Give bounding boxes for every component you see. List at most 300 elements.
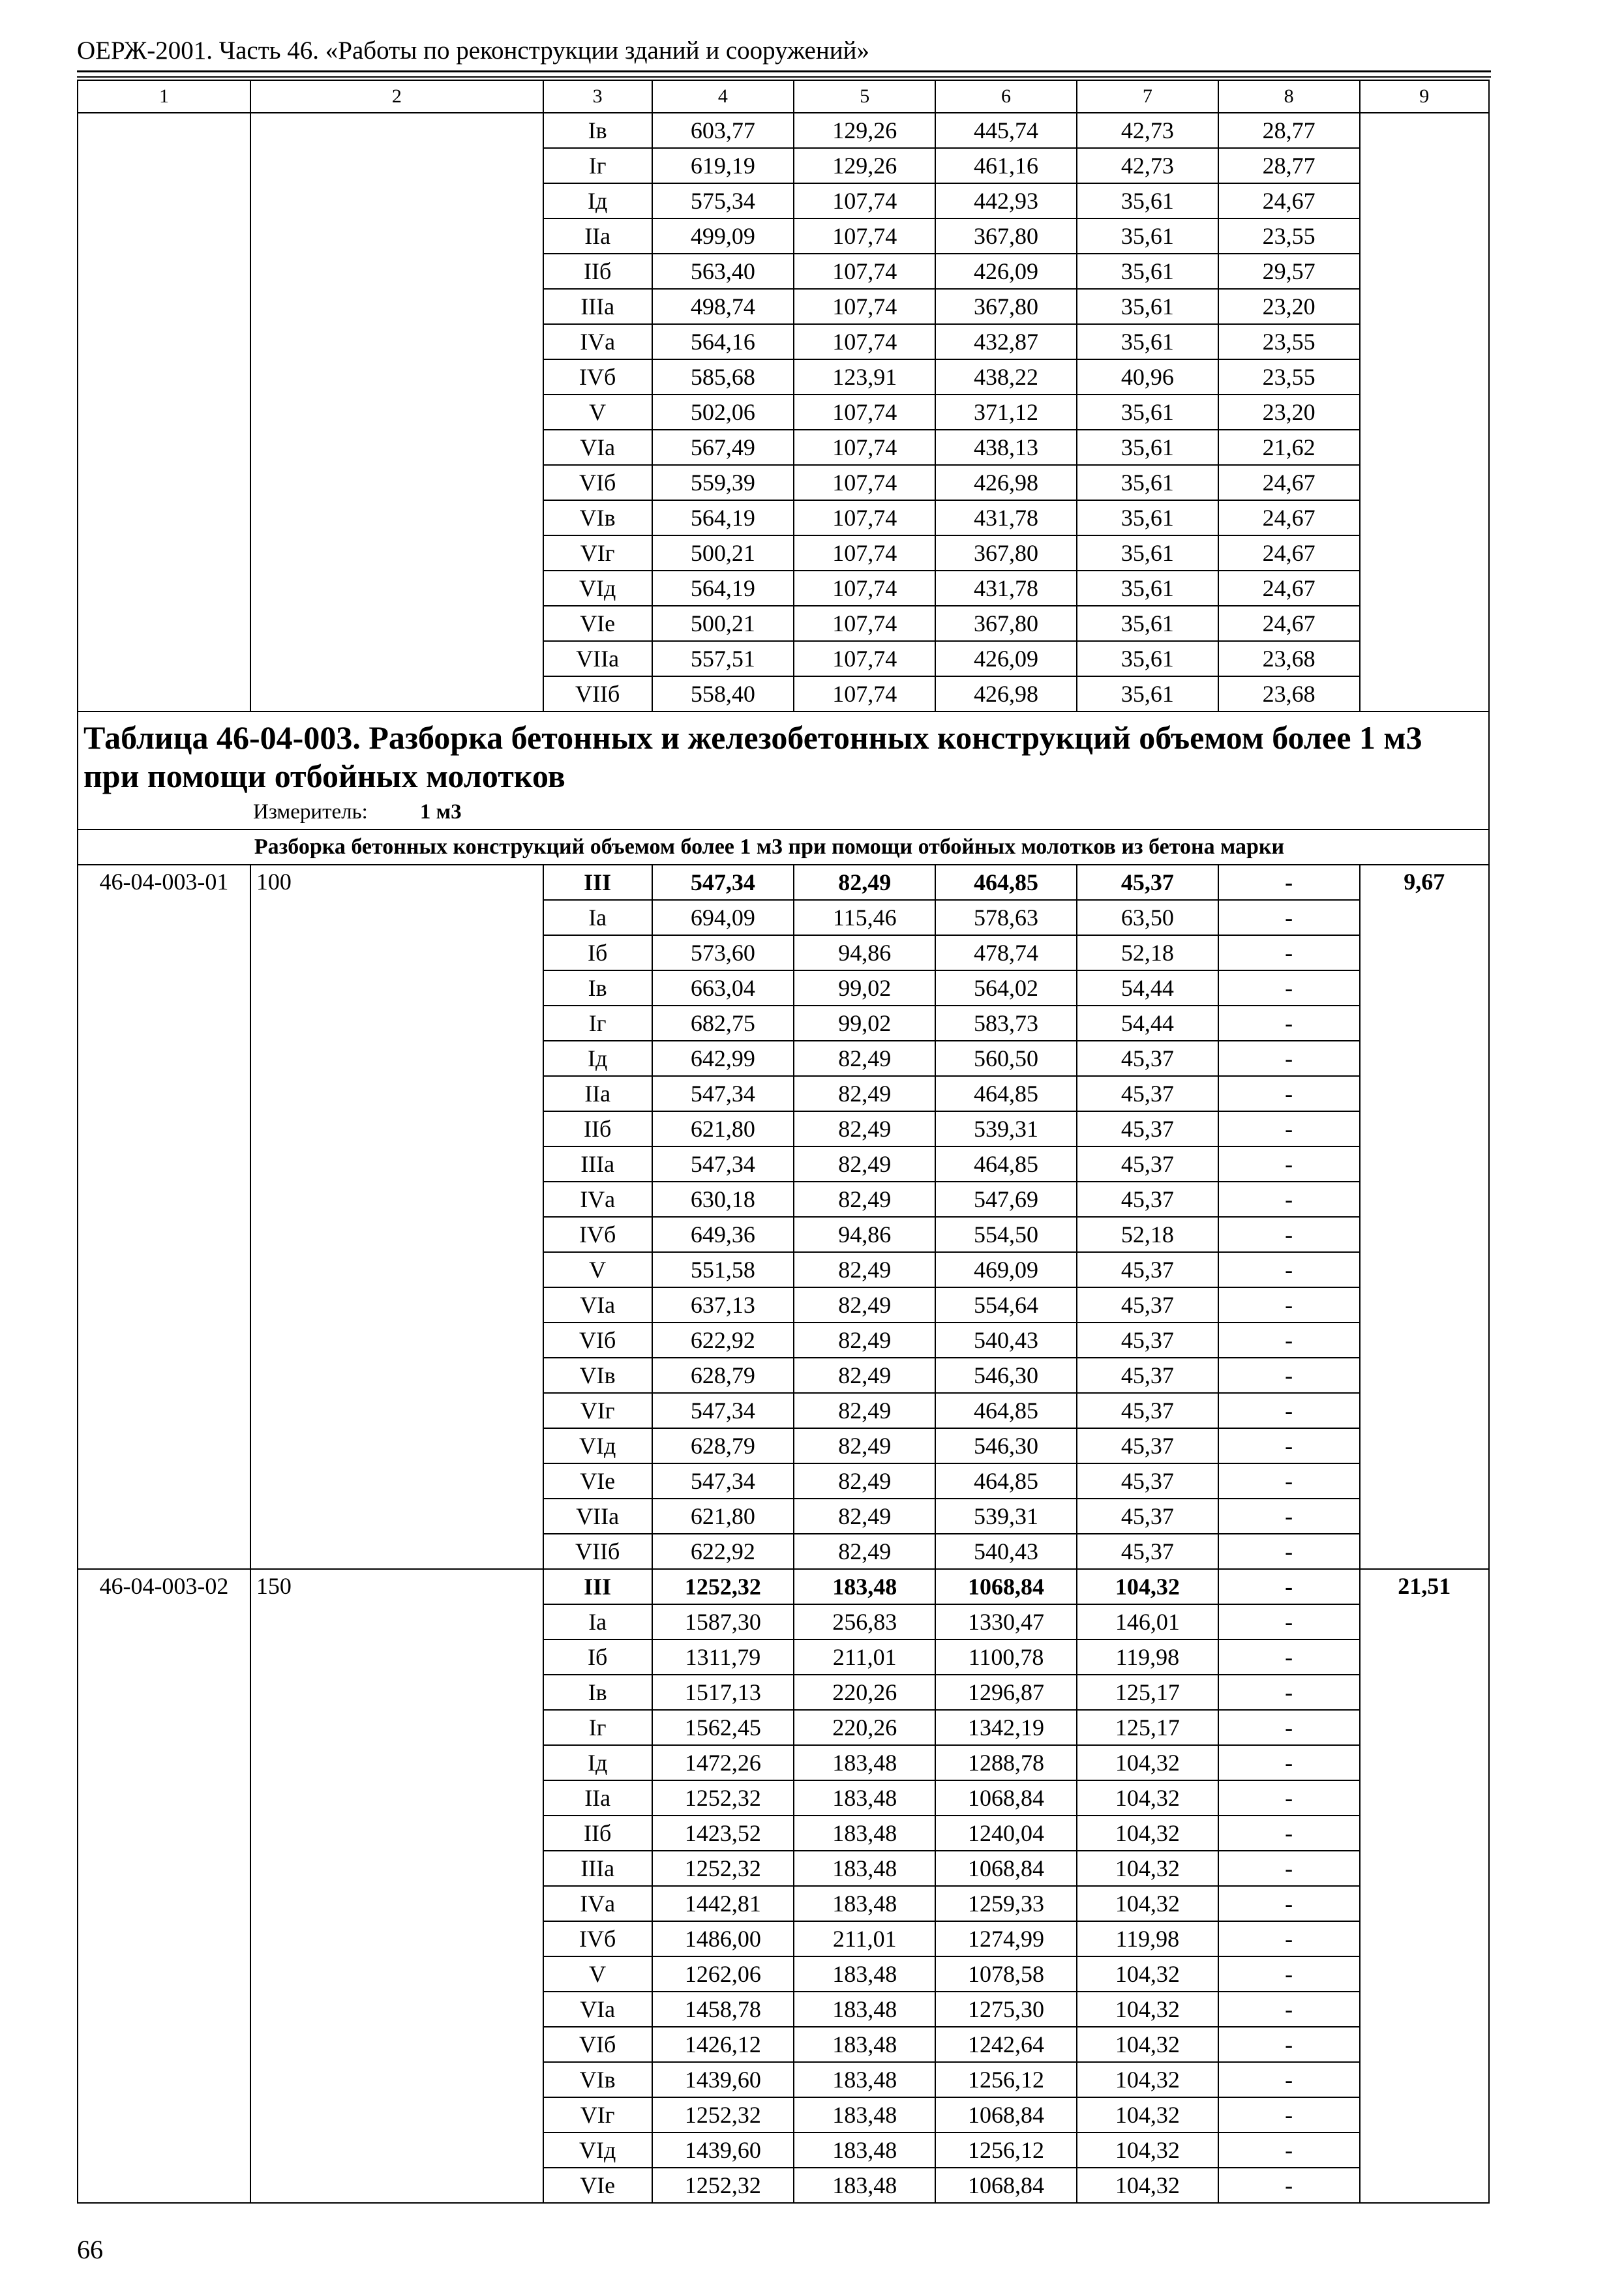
- category-cell: IIа: [543, 218, 652, 254]
- value-cell: 35,61: [1077, 183, 1218, 218]
- value-cell: -: [1218, 1992, 1360, 2027]
- grade-cell: [250, 1111, 543, 1146]
- col9-cell: [1360, 148, 1489, 183]
- value-cell: -: [1218, 1604, 1360, 1639]
- code-cell: [78, 465, 250, 500]
- column-number: 3: [543, 80, 652, 113]
- grade-cell: [250, 1323, 543, 1358]
- value-cell: 442,93: [935, 183, 1077, 218]
- column-number: 8: [1218, 80, 1360, 113]
- value-cell: -: [1218, 1428, 1360, 1463]
- category-cell: Iг: [543, 1006, 652, 1041]
- code-cell: [78, 113, 250, 148]
- code-cell: [78, 1182, 250, 1217]
- value-cell: 211,01: [794, 1921, 935, 1956]
- table-row: [78, 113, 1489, 148]
- table-row: [78, 1499, 1489, 1534]
- category-cell: VIд: [543, 1428, 652, 1463]
- value-cell: 557,51: [652, 641, 794, 676]
- value-cell: 82,49: [794, 1182, 935, 1217]
- table-row: [78, 676, 1489, 711]
- value-cell: 35,61: [1077, 218, 1218, 254]
- code-cell: [78, 1287, 250, 1323]
- table-row: [78, 1323, 1489, 1358]
- value-cell: 45,37: [1077, 1182, 1218, 1217]
- category-cell: VIг: [543, 535, 652, 571]
- value-cell: 1439,60: [652, 2132, 794, 2168]
- code-cell: [78, 1006, 250, 1041]
- category-cell: IIIа: [543, 289, 652, 324]
- col9-cell: [1360, 1886, 1489, 1921]
- value-cell: 563,40: [652, 254, 794, 289]
- value-cell: -: [1218, 1956, 1360, 1992]
- category-cell: VIIб: [543, 676, 652, 711]
- col9-cell: [1360, 465, 1489, 500]
- grade-cell: [250, 430, 543, 465]
- value-cell: 431,78: [935, 571, 1077, 606]
- grade-cell: [250, 1921, 543, 1956]
- value-cell: -: [1218, 1780, 1360, 1816]
- value-cell: 82,49: [794, 1463, 935, 1499]
- table-row: [78, 1956, 1489, 1992]
- value-cell: 1423,52: [652, 1816, 794, 1851]
- table-row: [78, 1992, 1489, 2027]
- code-cell: [78, 1851, 250, 1886]
- grade-cell: [250, 1816, 543, 1851]
- table-row: [78, 1639, 1489, 1675]
- category-cell: IVб: [543, 1217, 652, 1252]
- value-cell: -: [1218, 1534, 1360, 1569]
- value-cell: 438,13: [935, 430, 1077, 465]
- category-cell: Iг: [543, 1710, 652, 1745]
- grade-cell: [250, 2132, 543, 2168]
- category-cell: V: [543, 1252, 652, 1287]
- measure-value: 1 м3: [419, 800, 462, 824]
- value-cell: 1252,32: [652, 1780, 794, 1816]
- value-cell: 24,67: [1218, 500, 1360, 535]
- value-cell: 1330,47: [935, 1604, 1077, 1639]
- category-cell: VIв: [543, 500, 652, 535]
- value-cell: 554,64: [935, 1287, 1077, 1323]
- value-cell: -: [1218, 1217, 1360, 1252]
- code-cell: [78, 1745, 250, 1780]
- code-cell: [78, 1921, 250, 1956]
- value-cell: 107,74: [794, 183, 935, 218]
- code-cell: [78, 254, 250, 289]
- value-cell: -: [1218, 1393, 1360, 1428]
- value-cell: -: [1218, 1252, 1360, 1287]
- code-cell: [78, 1323, 250, 1358]
- table-row: [78, 1710, 1489, 1745]
- page-number: 66: [77, 2235, 103, 2264]
- value-cell: -: [1218, 1358, 1360, 1393]
- col9-cell: [1360, 324, 1489, 359]
- value-cell: 35,61: [1077, 289, 1218, 324]
- grade-cell: [250, 2168, 543, 2203]
- table-row: [78, 1886, 1489, 1921]
- value-cell: 1256,12: [935, 2062, 1077, 2097]
- value-cell: 45,37: [1077, 1534, 1218, 1569]
- grade-cell: [250, 218, 543, 254]
- grade-cell: [250, 1076, 543, 1111]
- grade-cell: [250, 571, 543, 606]
- grade-cell: 150: [250, 1569, 543, 1604]
- value-cell: 45,37: [1077, 1252, 1218, 1287]
- code-cell: [78, 1604, 250, 1639]
- category-cell: IIб: [543, 1111, 652, 1146]
- table-row: [78, 395, 1489, 430]
- value-cell: 119,98: [1077, 1921, 1218, 1956]
- measure-row: [78, 796, 1489, 830]
- table-row: [78, 1569, 1489, 1604]
- category-cell: IVа: [543, 324, 652, 359]
- value-cell: 564,02: [935, 970, 1077, 1006]
- value-cell: 183,48: [794, 1886, 935, 1921]
- value-cell: 107,74: [794, 500, 935, 535]
- value-cell: 119,98: [1077, 1639, 1218, 1675]
- col9-cell: [1360, 395, 1489, 430]
- value-cell: 1068,84: [935, 1851, 1077, 1886]
- value-cell: 183,48: [794, 1816, 935, 1851]
- value-cell: 82,49: [794, 1534, 935, 1569]
- value-cell: 637,13: [652, 1287, 794, 1323]
- value-cell: 573,60: [652, 935, 794, 970]
- value-cell: -: [1218, 2097, 1360, 2132]
- grade-cell: [250, 935, 543, 970]
- col9-cell: [1360, 500, 1489, 535]
- value-cell: 1472,26: [652, 1745, 794, 1780]
- value-cell: 220,26: [794, 1675, 935, 1710]
- value-cell: 1342,19: [935, 1710, 1077, 1745]
- value-cell: 426,09: [935, 641, 1077, 676]
- value-cell: 578,63: [935, 900, 1077, 935]
- value-cell: 107,74: [794, 218, 935, 254]
- grade-cell: [250, 535, 543, 571]
- value-cell: 82,49: [794, 1076, 935, 1111]
- grade-cell: [250, 1780, 543, 1816]
- col9-cell: [1360, 1428, 1489, 1463]
- code-cell: [78, 900, 250, 935]
- value-cell: 42,73: [1077, 148, 1218, 183]
- col9-cell: [1360, 1956, 1489, 1992]
- category-cell: Iб: [543, 1639, 652, 1675]
- value-cell: -: [1218, 1816, 1360, 1851]
- value-cell: 630,18: [652, 1182, 794, 1217]
- grade-cell: [250, 1252, 543, 1287]
- grade-cell: [250, 1006, 543, 1041]
- value-cell: 1252,32: [652, 2097, 794, 2132]
- grade-cell: [250, 2027, 543, 2062]
- code-cell: [78, 1639, 250, 1675]
- value-cell: 183,48: [794, 1745, 935, 1780]
- grade-cell: [250, 148, 543, 183]
- value-cell: 1458,78: [652, 1992, 794, 2027]
- value-cell: 23,55: [1218, 359, 1360, 395]
- value-cell: 499,09: [652, 218, 794, 254]
- grade-cell: [250, 359, 543, 395]
- value-cell: 45,37: [1077, 1111, 1218, 1146]
- table-row: [78, 1217, 1489, 1252]
- value-cell: 45,37: [1077, 1323, 1218, 1358]
- column-number: 7: [1077, 80, 1218, 113]
- value-cell: 1442,81: [652, 1886, 794, 1921]
- rates-table: [77, 80, 1490, 2204]
- col9-cell: [1360, 1358, 1489, 1393]
- value-cell: 94,86: [794, 935, 935, 970]
- table-row: [78, 1675, 1489, 1710]
- category-cell: Iд: [543, 1745, 652, 1780]
- value-cell: 539,31: [935, 1499, 1077, 1534]
- value-cell: 183,48: [794, 1992, 935, 2027]
- code-cell: [78, 395, 250, 430]
- value-cell: 1068,84: [935, 2168, 1077, 2203]
- value-cell: 547,69: [935, 1182, 1077, 1217]
- category-cell: Iв: [543, 970, 652, 1006]
- code-cell: [78, 218, 250, 254]
- category-cell: VIб: [543, 465, 652, 500]
- category-cell: Iа: [543, 900, 652, 935]
- value-cell: 183,48: [794, 2097, 935, 2132]
- col9-cell: [1360, 2132, 1489, 2168]
- code-cell: [78, 606, 250, 641]
- col9-cell: [1360, 1499, 1489, 1534]
- value-cell: 546,30: [935, 1428, 1077, 1463]
- grade-cell: [250, 183, 543, 218]
- value-cell: -: [1218, 2062, 1360, 2097]
- table-row: [78, 935, 1489, 970]
- value-cell: -: [1218, 2168, 1360, 2203]
- value-cell: 82,49: [794, 1323, 935, 1358]
- value-cell: 21,62: [1218, 430, 1360, 465]
- measure-cell: [78, 796, 1489, 830]
- category-cell: VIг: [543, 1393, 652, 1428]
- value-cell: 82,49: [794, 865, 935, 900]
- category-cell: VIа: [543, 1287, 652, 1323]
- value-cell: 45,37: [1077, 1041, 1218, 1076]
- value-cell: 107,74: [794, 535, 935, 571]
- grade-cell: 100: [250, 865, 543, 900]
- code-cell: [78, 571, 250, 606]
- value-cell: 1259,33: [935, 1886, 1077, 1921]
- col9-cell: [1360, 1463, 1489, 1499]
- code-cell: [78, 1780, 250, 1816]
- value-cell: -: [1218, 1569, 1360, 1604]
- code-cell: [78, 1076, 250, 1111]
- value-cell: 82,49: [794, 1146, 935, 1182]
- value-cell: 183,48: [794, 2168, 935, 2203]
- code-cell: [78, 183, 250, 218]
- table-row: [78, 1816, 1489, 1851]
- value-cell: 432,87: [935, 324, 1077, 359]
- value-cell: 107,74: [794, 571, 935, 606]
- col9-cell: [1360, 641, 1489, 676]
- column-number: 5: [794, 80, 935, 113]
- value-cell: 1311,79: [652, 1639, 794, 1675]
- grade-cell: [250, 606, 543, 641]
- code-cell: [78, 535, 250, 571]
- category-cell: VIд: [543, 571, 652, 606]
- value-cell: 438,22: [935, 359, 1077, 395]
- table-row: [78, 359, 1489, 395]
- value-cell: 1274,99: [935, 1921, 1077, 1956]
- value-cell: 104,32: [1077, 1886, 1218, 1921]
- code-cell: [78, 1886, 250, 1921]
- value-cell: 1252,32: [652, 2168, 794, 2203]
- value-cell: 107,74: [794, 289, 935, 324]
- value-cell: 52,18: [1077, 1217, 1218, 1252]
- code-cell: [78, 500, 250, 535]
- value-cell: 82,49: [794, 1393, 935, 1428]
- table-row: [78, 254, 1489, 289]
- table-row: [78, 1006, 1489, 1041]
- table-row: [78, 2062, 1489, 2097]
- col9-cell: [1360, 1287, 1489, 1323]
- category-cell: VIв: [543, 2062, 652, 2097]
- code-cell: [78, 430, 250, 465]
- column-number-row: [78, 80, 1489, 113]
- value-cell: 559,39: [652, 465, 794, 500]
- table-row: [78, 1428, 1489, 1463]
- col9-cell: [1360, 1604, 1489, 1639]
- column-number: 9: [1360, 80, 1489, 113]
- category-cell: VIб: [543, 2027, 652, 2062]
- value-cell: 603,77: [652, 113, 794, 148]
- table-row: [78, 1463, 1489, 1499]
- col9-cell: [1360, 1745, 1489, 1780]
- category-cell: IIIа: [543, 1851, 652, 1886]
- value-cell: 54,44: [1077, 970, 1218, 1006]
- column-number: 6: [935, 80, 1077, 113]
- value-cell: 539,31: [935, 1111, 1077, 1146]
- grade-cell: [250, 1182, 543, 1217]
- code-cell: [78, 1499, 250, 1534]
- col9-cell: [1360, 2062, 1489, 2097]
- category-cell: V: [543, 1956, 652, 1992]
- value-cell: -: [1218, 1006, 1360, 1041]
- value-cell: -: [1218, 935, 1360, 970]
- value-cell: 1562,45: [652, 1710, 794, 1745]
- value-cell: -: [1218, 1041, 1360, 1076]
- value-cell: 35,61: [1077, 395, 1218, 430]
- value-cell: -: [1218, 970, 1360, 1006]
- value-cell: 107,74: [794, 430, 935, 465]
- value-cell: 694,09: [652, 900, 794, 935]
- value-cell: 23,20: [1218, 289, 1360, 324]
- table-row: [78, 1358, 1489, 1393]
- col9-cell: [1360, 1816, 1489, 1851]
- col9-cell: [1360, 2168, 1489, 2203]
- value-cell: -: [1218, 900, 1360, 935]
- value-cell: 367,80: [935, 218, 1077, 254]
- value-cell: -: [1218, 1182, 1360, 1217]
- col9-cell: [1360, 1006, 1489, 1041]
- code-cell: [78, 1252, 250, 1287]
- value-cell: 104,32: [1077, 1956, 1218, 1992]
- col9-cell: [1360, 606, 1489, 641]
- value-cell: 619,19: [652, 148, 794, 183]
- col9-cell: [1360, 571, 1489, 606]
- value-cell: 256,83: [794, 1604, 935, 1639]
- table-row: [78, 606, 1489, 641]
- grade-cell: [250, 1041, 543, 1076]
- code-cell: [78, 1428, 250, 1463]
- col9-cell: [1360, 1675, 1489, 1710]
- table-row: [78, 900, 1489, 935]
- value-cell: -: [1218, 1639, 1360, 1675]
- col9-cell: [1360, 1182, 1489, 1217]
- value-cell: 29,57: [1218, 254, 1360, 289]
- col9-cell: [1360, 2097, 1489, 2132]
- grade-cell: [250, 1745, 543, 1780]
- table-row: [78, 1252, 1489, 1287]
- category-cell: VIе: [543, 606, 652, 641]
- table-title: Таблица 46-04-003. Разборка бетонных и железобетонных конструкций объемом более 1 м3 при помощи отбойных молотков: [78, 711, 1489, 796]
- table-row: [78, 1146, 1489, 1182]
- value-cell: 431,78: [935, 500, 1077, 535]
- grade-cell: [250, 113, 543, 148]
- value-cell: -: [1218, 1851, 1360, 1886]
- col9-cell: [1360, 1710, 1489, 1745]
- table-row: [78, 1534, 1489, 1569]
- col9-cell: [1360, 183, 1489, 218]
- value-cell: 183,48: [794, 1569, 935, 1604]
- grade-cell: [250, 395, 543, 430]
- value-cell: 104,32: [1077, 2027, 1218, 2062]
- value-cell: 104,32: [1077, 2132, 1218, 2168]
- code-cell: [78, 2132, 250, 2168]
- grade-cell: [250, 2062, 543, 2097]
- value-cell: 564,16: [652, 324, 794, 359]
- col9-cell: [1360, 1111, 1489, 1146]
- code-cell: [78, 935, 250, 970]
- value-cell: 585,68: [652, 359, 794, 395]
- table-row: [78, 1604, 1489, 1639]
- code-cell: [78, 1358, 250, 1393]
- category-cell: IIа: [543, 1076, 652, 1111]
- value-cell: 107,74: [794, 606, 935, 641]
- value-cell: 45,37: [1077, 1463, 1218, 1499]
- value-cell: 45,37: [1077, 1146, 1218, 1182]
- category-cell: III: [543, 1569, 652, 1604]
- subtitle-row: [78, 830, 1489, 865]
- value-cell: 107,74: [794, 465, 935, 500]
- value-cell: 28,77: [1218, 148, 1360, 183]
- grade-cell: [250, 1639, 543, 1675]
- category-cell: Iг: [543, 148, 652, 183]
- table-row: [78, 289, 1489, 324]
- col9-cell: [1360, 1217, 1489, 1252]
- table-row: [78, 1111, 1489, 1146]
- value-cell: 540,43: [935, 1323, 1077, 1358]
- value-cell: 464,85: [935, 865, 1077, 900]
- value-cell: 628,79: [652, 1358, 794, 1393]
- grade-cell: [250, 1463, 543, 1499]
- grade-cell: [250, 1534, 543, 1569]
- col9-cell: [1360, 289, 1489, 324]
- value-cell: -: [1218, 1921, 1360, 1956]
- col9-cell: [1360, 218, 1489, 254]
- value-cell: 469,09: [935, 1252, 1077, 1287]
- value-cell: 464,85: [935, 1393, 1077, 1428]
- value-cell: 464,85: [935, 1463, 1077, 1499]
- grade-cell: [250, 1992, 543, 2027]
- category-cell: IVа: [543, 1182, 652, 1217]
- table-row: [78, 1041, 1489, 1076]
- value-cell: 107,74: [794, 254, 935, 289]
- value-cell: 35,61: [1077, 641, 1218, 676]
- table-row: [78, 500, 1489, 535]
- col9-cell: [1360, 535, 1489, 571]
